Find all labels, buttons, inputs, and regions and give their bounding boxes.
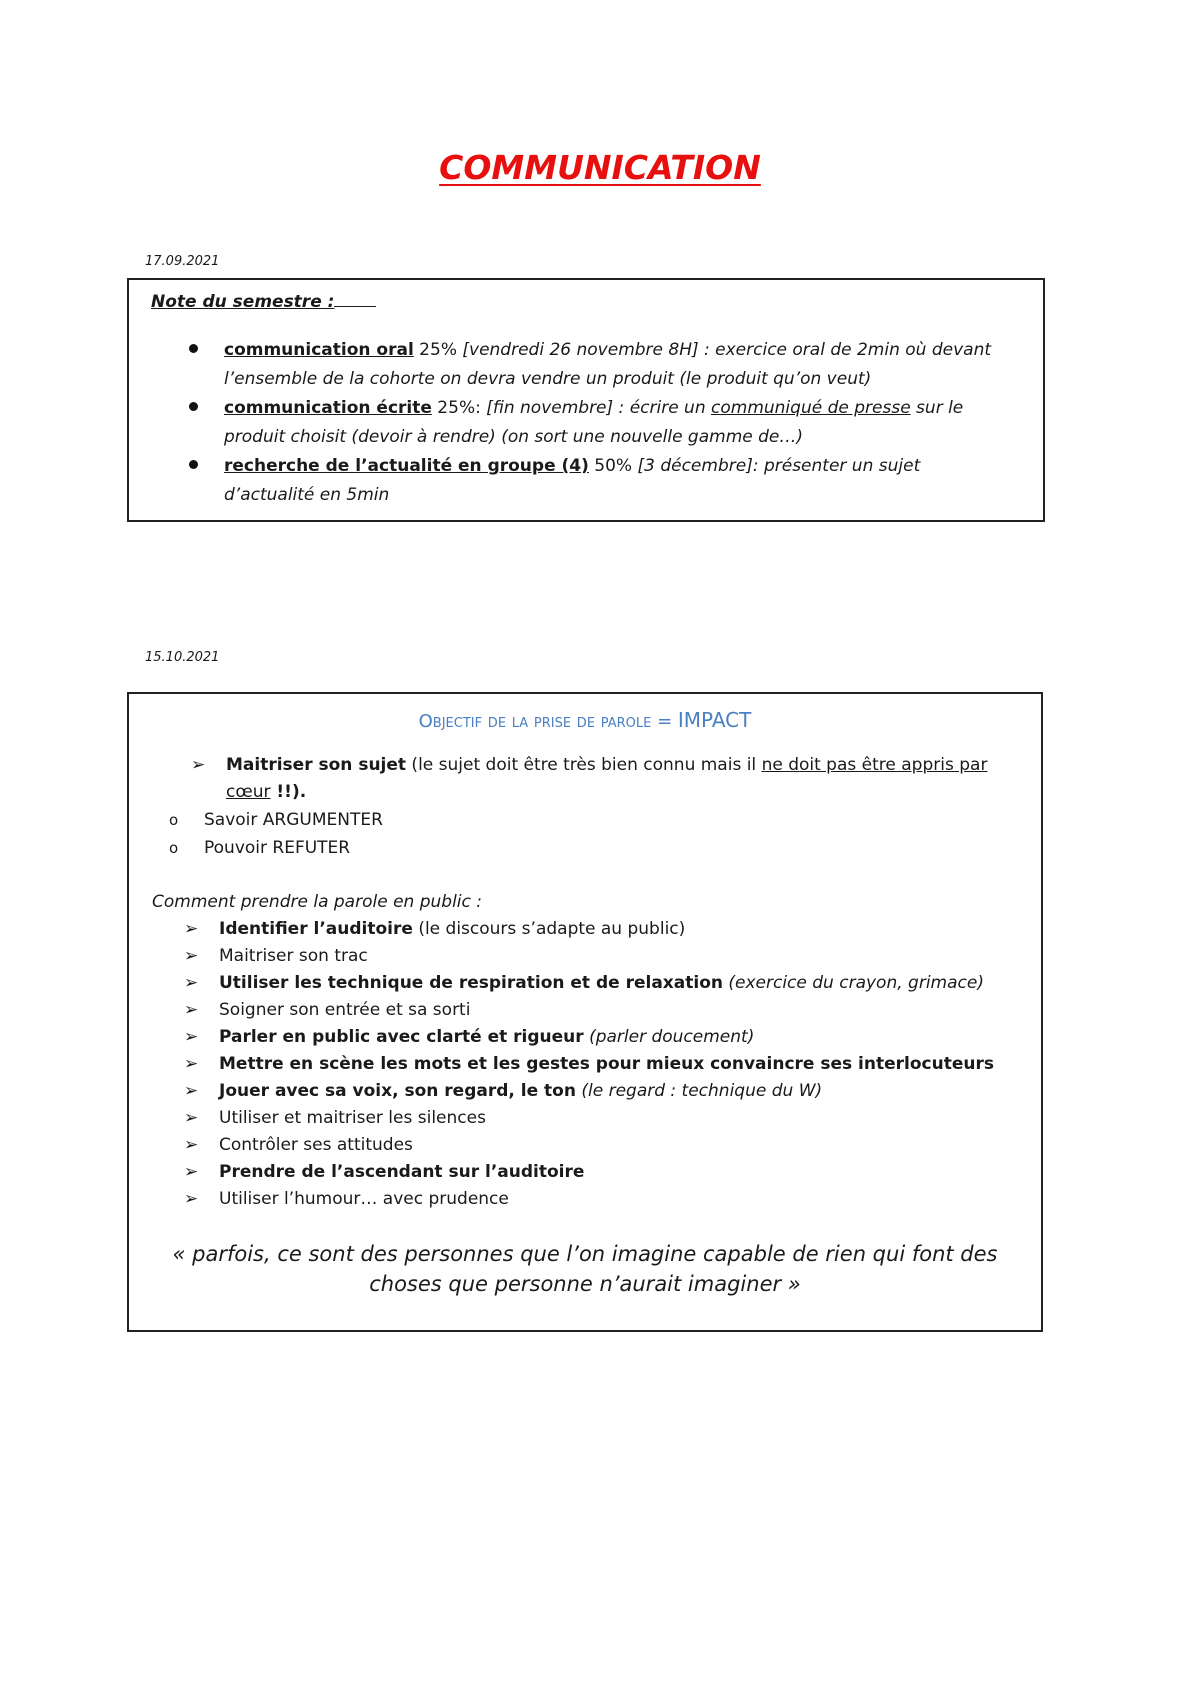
semester-heading: Note du semestre : [151,292,376,312]
section1-date: 17.09.2021 [145,254,220,269]
bullet-icon [189,402,198,411]
bullet-icon [189,460,198,469]
bullet-icon [189,344,198,353]
list-item: ➢ Contrôler ses attitudes [129,1132,1041,1159]
list-item: ➢ Jouer avec sa voix, son regard, le ton (le regard : technique du W) [129,1078,1041,1105]
section2-date: 15.10.2021 [145,650,220,665]
objective-heading: Objectif de la prise de parole = IMPACT [418,708,752,732]
arrow-bullet-icon: ➢ [191,755,206,775]
list-item: recherche de l’actualité en groupe (4) 50% [3 décembre]: présenter un sujet d’actualité en 5min [129,452,1043,510]
tips-list [129,916,1041,1213]
list-item: communication écrite 25%: [fin novembre] : écrire un communiqué de presse sur le produit choisit (devoir à rendre) (on sort une nouvelle gamme de…) [129,394,1043,452]
list-item: ➢ Utiliser les technique de respiration et de relaxation (exercice du crayon, grimace) [129,970,1041,997]
list-item: ➢ Soigner son entrée et sa sorti [129,997,1041,1024]
arrow-bullet-icon: ➢ [184,1000,199,1020]
list-item: communication oral 25% [vendredi 26 novembre 8H] : exercice oral de 2min où devant l’ensemble de la cohorte on devra vendre un produit (le produit qu’on veut) [129,336,1043,394]
arrow-bullet-icon: ➢ [184,973,199,993]
arrow-bullet-icon: ➢ [184,1108,199,1128]
grades-list [129,336,1043,510]
arrow-bullet-icon: ➢ [184,1162,199,1182]
quote: « parfois, ce sont des personnes que l’on imagine capable de rien qui font des choses que personne n’aurait imaginer » [172,1242,998,1296]
list-item: ➢ Parler en public avec clarté et rigueur (parler doucement) [129,1024,1041,1051]
list-item: ➢ Prendre de l’ascendant sur l’auditoire [129,1159,1041,1186]
list-item: ➢ Mettre en scène les mots et les gestes pour mieux convaincre ses interlocuteurs [129,1051,1041,1078]
page-title: COMMUNICATION [439,148,761,187]
semester-grades-box [127,278,1045,522]
circle-bullet-icon: o [169,839,179,857]
list-item: o Savoir ARGUMENTER [129,806,1041,834]
objective-content [129,752,1041,1299]
list-item: ➢ Maitriser son sujet (le sujet doit être très bien connu mais il ne doit pas être appris par cœur !!). [129,752,1041,806]
arrow-bullet-icon: ➢ [184,946,199,966]
arrow-bullet-icon: ➢ [184,1081,199,1101]
circle-bullet-icon: o [169,811,179,829]
list-item: ➢ Utiliser et maitriser les silences [129,1105,1041,1132]
list-item: ➢ Utiliser l’humour… avec prudence [129,1186,1041,1213]
list-item: o Pouvoir REFUTER [129,834,1041,862]
arrow-bullet-icon: ➢ [184,1054,199,1074]
speaking-objective-box [127,692,1043,1332]
comment-heading: Comment prendre la parole en public : [152,892,482,912]
arrow-bullet-icon: ➢ [184,1027,199,1047]
arrow-bullet-icon: ➢ [184,1189,199,1209]
list-item: ➢ Maitriser son trac [129,943,1041,970]
arrow-bullet-icon: ➢ [184,919,199,939]
arrow-bullet-icon: ➢ [184,1135,199,1155]
list-item: ➢ Identifier l’auditoire (le discours s’adapte au public) [129,916,1041,943]
